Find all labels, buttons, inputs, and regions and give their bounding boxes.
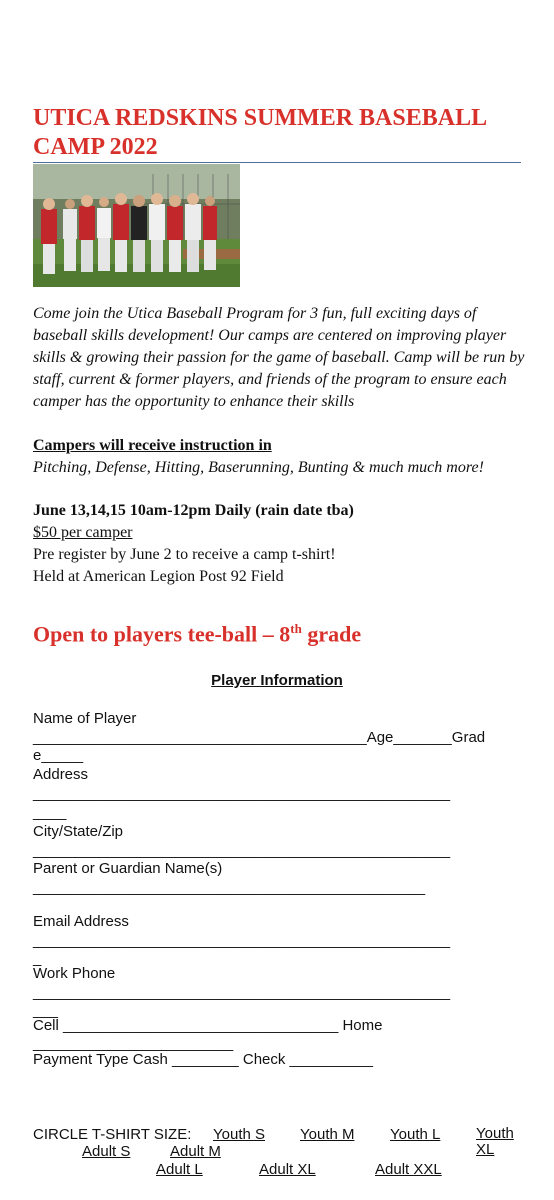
camp-location: Held at American Legion Post 92 Field xyxy=(33,568,284,585)
size-adult-s[interactable]: Adult S xyxy=(82,1143,131,1160)
camp-title: UTICA REDSKINS SUMMER BASEBALL CAMP 2022 xyxy=(33,105,486,160)
size-adult-l[interactable]: Adult L xyxy=(156,1161,203,1178)
size-youth-s[interactable]: Youth S xyxy=(213,1126,265,1143)
camp-price: $50 per camper xyxy=(33,524,133,541)
email-address-field[interactable]: __________________________________________________ xyxy=(33,932,451,949)
work-phone-field[interactable]: __________________________________________________ xyxy=(33,984,451,1001)
preregister-note: Pre register by June 2 to receive a camp t-shirt! xyxy=(33,546,336,563)
player-information-heading: Player Information xyxy=(211,672,343,689)
size-adult-m[interactable]: Adult M xyxy=(170,1143,221,1160)
parent-guardian-label: Parent or Guardian Name(s) xyxy=(33,860,223,877)
size-youth-m[interactable]: Youth M xyxy=(300,1126,355,1143)
size-youth-l[interactable]: Youth L xyxy=(390,1126,441,1143)
cell-home-field[interactable]: Cell _________________________________ Home xyxy=(33,1017,383,1034)
work-phone-label: Work Phone xyxy=(33,965,116,982)
eligibility-sup: th xyxy=(290,621,302,636)
intro-paragraph: Come join the Utica Baseball Program for 3 fun, full exciting days of baseball skills development! Our camps are centered on improving player skills & growing their passion for the game of baseball. Camp will be run by staff, current & former players, and friends of the program to ensure each camper has the opportunity to enhance their skills xyxy=(33,305,525,410)
email-field-continued[interactable]: _ xyxy=(33,950,42,967)
instruction-heading: Campers will receive instruction in xyxy=(33,437,272,454)
grade-field-continued[interactable]: e_____ xyxy=(33,747,84,764)
work-phone-field-continued[interactable]: ___ xyxy=(33,1002,59,1019)
home-phone-field[interactable]: ________________________ xyxy=(33,1035,234,1052)
city-state-zip-field[interactable]: __________________________________________________ xyxy=(33,842,451,859)
name-of-player-label: Name of Player xyxy=(33,710,137,727)
size-adult-xl[interactable]: Adult XL xyxy=(259,1161,316,1178)
name-age-grade-field[interactable]: ________________________________________Age_______Grad xyxy=(33,729,486,746)
address-label: Address xyxy=(33,766,89,783)
address-field[interactable]: __________________________________________________ xyxy=(33,785,451,802)
instruction-list: Pitching, Defense, Hitting, Baserunning, Bunting & much much more! xyxy=(33,459,484,476)
address-field-continued[interactable]: ____ xyxy=(33,804,67,821)
email-address-label: Email Address xyxy=(33,913,129,930)
city-state-zip-label: City/State/Zip xyxy=(33,823,124,840)
size-adult-xxl[interactable]: Adult XXL xyxy=(375,1161,442,1178)
size-youth-xl[interactable]: Youth XL xyxy=(476,1125,514,1158)
eligibility-prefix: Open to players tee-ball – 8 xyxy=(33,621,291,647)
title-divider xyxy=(33,162,521,163)
parent-guardian-field[interactable]: _______________________________________________ xyxy=(33,879,426,896)
tshirt-size-label: CIRCLE T-SHIRT SIZE: xyxy=(33,1126,192,1143)
payment-type-field[interactable]: Payment Type Cash ________ Check __________ xyxy=(33,1051,373,1068)
team-huddle-image xyxy=(33,164,240,287)
camp-dates: June 13,14,15 10am-12pm Daily (rain date tba) xyxy=(33,502,354,519)
team-photo xyxy=(33,164,240,287)
eligibility-suffix: grade xyxy=(301,621,362,647)
eligibility-heading xyxy=(33,615,361,648)
